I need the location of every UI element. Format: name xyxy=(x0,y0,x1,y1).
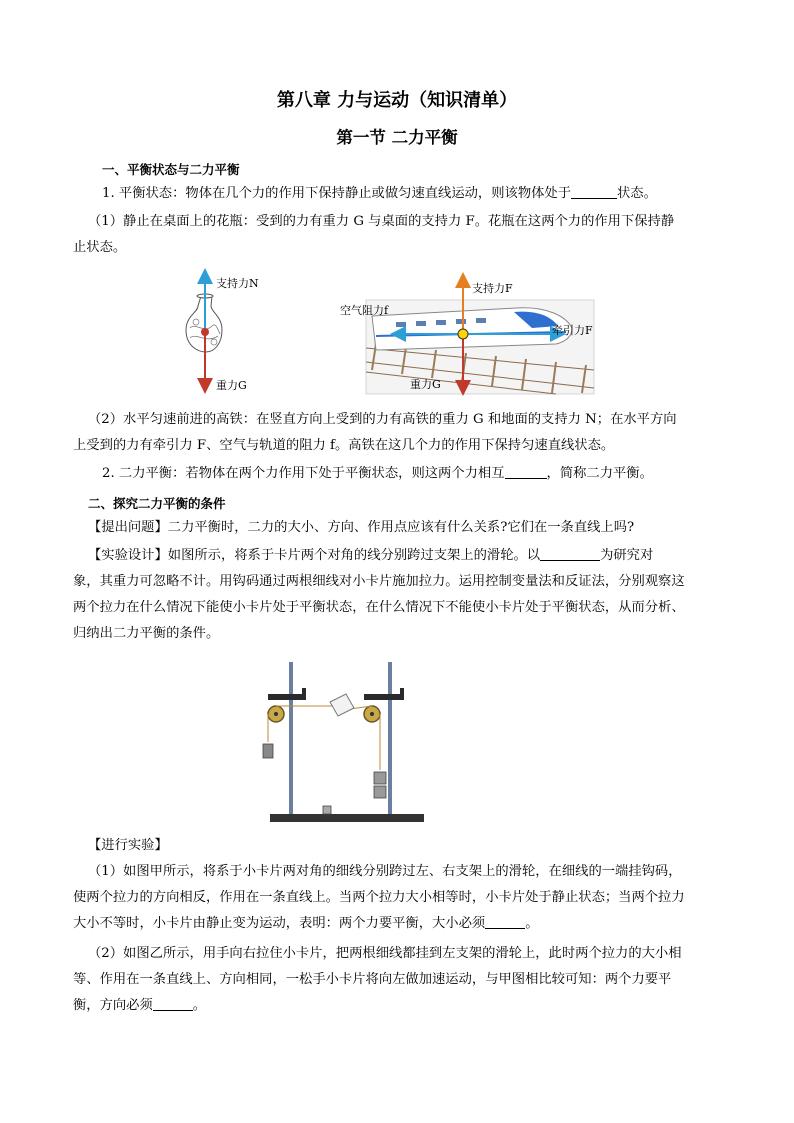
text: 为研究对 xyxy=(600,548,654,563)
paragraph-question: 【提出问题】二力平衡时，二力的大小、方向、作用点应该有什么关系?它们在一条直线上吗? xyxy=(88,520,635,535)
paragraph-balance-state xyxy=(102,184,657,204)
paragraph-exp2-line1: （2）如图乙所示，用手向右拉住小卡片，把两根细线都挂到左支架的滑轮上，此时两个拉力的大小相 xyxy=(88,946,682,961)
paragraph-vase-line2: 止状态。 xyxy=(73,240,127,255)
fill-blank xyxy=(153,996,193,1011)
fill-blank xyxy=(505,464,547,479)
label-support-N: 支持力N xyxy=(216,277,259,290)
paragraph-exp2-line3 xyxy=(73,996,206,1016)
text: 状态。 xyxy=(617,186,657,201)
paragraph-design-line1 xyxy=(88,546,653,566)
text: ，简称二力平衡。 xyxy=(546,466,653,481)
train-force-diagram xyxy=(336,270,606,398)
label-support-F: 支持力F xyxy=(472,282,513,295)
paragraph-design-line3: 两个拉力在什么情况下能使小卡片处于平衡状态，在什么情况下不能使小卡片处于平衡状态，从而分析、 xyxy=(73,600,685,615)
section-heading-2: 二、探究二力平衡的条件 xyxy=(88,496,226,511)
text: 【实验设计】如图所示，将系于卡片两个对角的线分别跨过支架上的滑轮。以 xyxy=(88,548,541,563)
center-point xyxy=(458,329,468,339)
experiment-heading: 【进行实验】 xyxy=(88,838,168,853)
paragraph-exp1-line1: （1）如图甲所示，将系于小卡片两对角的细线分别跨过左、右支架上的滑轮，在细线的一端挂钩码， xyxy=(88,864,682,879)
text: 大小不等时，小卡片由静止变为运动，表明：两个力要平衡，大小必须 xyxy=(73,916,486,931)
apparatus-diagram xyxy=(260,658,430,826)
spare-weight xyxy=(323,806,331,814)
paragraph-exp1-line2: 使两个拉力的方向相反，作用在一条直线上。当两个拉力大小相等时，小卡片处于静止状态；当两个拉力 xyxy=(73,890,685,905)
left-weight xyxy=(263,744,273,758)
paragraph-vase-line1: （1）静止在桌面上的花瓶：受到的力有重力 G 与桌面的支持力 F。花瓶在这两个力的作用下保持静 xyxy=(88,214,675,229)
section-title: 第一节 二力平衡 xyxy=(336,128,458,147)
chapter-title: 第八章 力与运动（知识清单） xyxy=(276,90,518,111)
paragraph-two-force-balance xyxy=(102,464,653,484)
paragraph-design-line2: 象，其重力可忽略不计。用钩码通过两根细线对小卡片施加拉力。运用控制变量法和反证法，分别观察这 xyxy=(73,574,685,589)
label-gravity-G2: 重力G xyxy=(410,378,441,391)
center-of-mass-point xyxy=(201,328,209,336)
paragraph-exp2-line2: 等、作用在一条直线上、方向相同，一松手小卡片将向左做加速运动，与甲图相比较可知：两个力要平 xyxy=(73,972,672,987)
text: 衡，方向必须 xyxy=(73,998,153,1013)
right-weight-1 xyxy=(374,772,386,784)
paragraph-exp1-line3 xyxy=(73,914,539,934)
paragraph-train-line1: （2）水平匀速前进的高铁：在竖直方向上受到的力有高铁的重力 G 和地面的支持力 N；在水平方向 xyxy=(88,412,677,427)
label-air-resistance: 空气阻力f xyxy=(340,304,389,317)
text: 。 xyxy=(525,916,539,931)
fill-blank xyxy=(485,914,525,929)
fill-blank xyxy=(540,546,600,561)
text: 2. 二力平衡：若物体在两个力作用下处于平衡状态，则这两个力相互 xyxy=(102,466,505,481)
right-weight-2 xyxy=(374,786,386,798)
section-heading-1: 一、平衡状态与二力平衡 xyxy=(102,162,240,177)
fill-blank xyxy=(571,184,617,199)
vase-force-diagram xyxy=(178,268,268,396)
paragraph-train-line2: 上受到的力有牵引力 F、空气与轨道的阻力 f。高铁在这几个力的作用下保持匀速直线状态。 xyxy=(73,438,615,453)
label-gravity-G: 重力G xyxy=(216,379,247,392)
text: 。 xyxy=(192,998,207,1013)
text: 1. 平衡状态：物体在几个力的作用下保持静止或做匀速直线运动，则该物体处于 xyxy=(102,186,572,201)
label-traction: 牵引力F xyxy=(552,324,593,337)
paragraph-design-line4: 归纳出二力平衡的条件。 xyxy=(73,626,220,641)
small-card xyxy=(330,694,354,716)
